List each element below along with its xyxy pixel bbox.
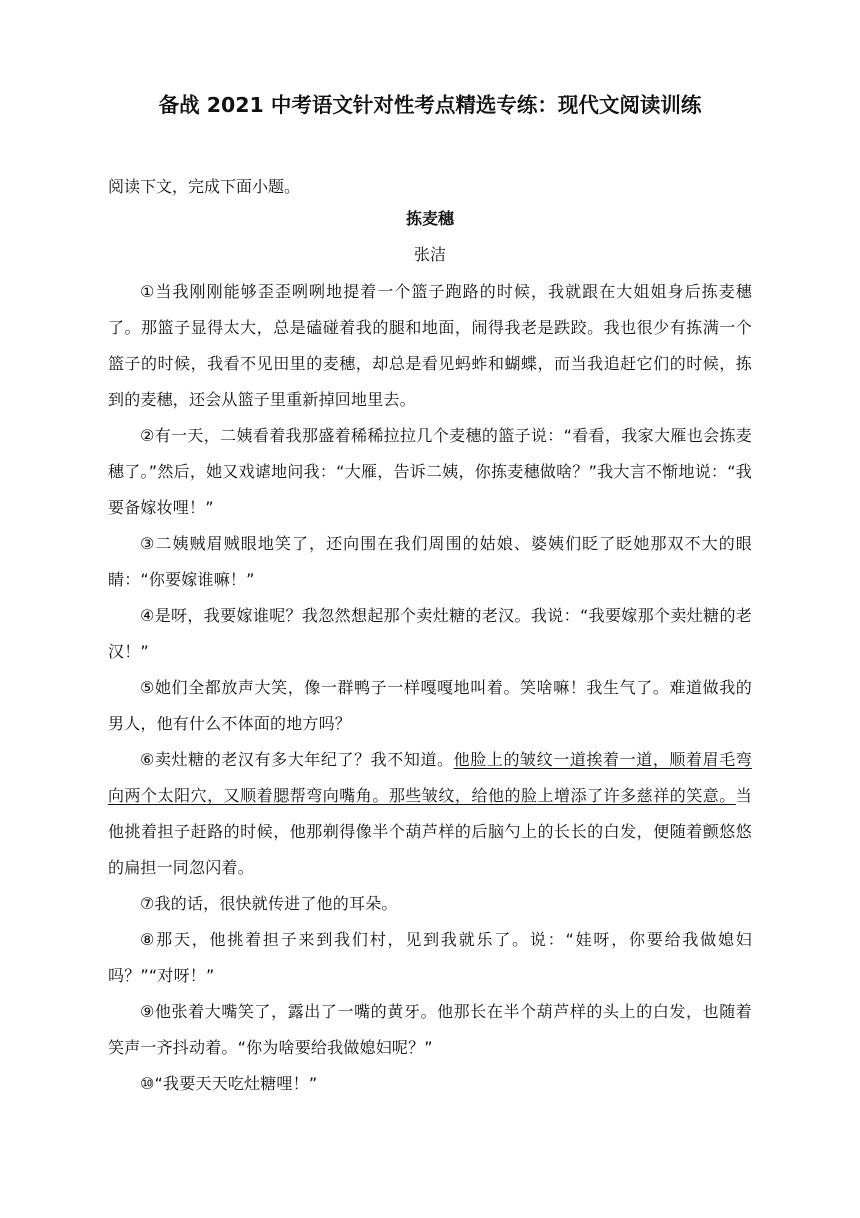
reading-instruction: 阅读下文，完成下面小题。 bbox=[108, 177, 301, 196]
document-title: 备战 2021 中考语文针对性考点精选专练：现代文阅读训练 bbox=[158, 93, 702, 117]
paragraph-10: ⑩“我要天天吃灶糖哩！” bbox=[140, 1074, 318, 1093]
paragraph-6-tail: 当他挑着担子赶路的时候，他那剃得像半个葫芦样的后脑勺上的长长的白发，便随着颤悠悠的扁担一同忽闪着。 bbox=[108, 786, 752, 877]
paragraph-4: ④是呀，我要嫁谁呢？我忽然想起那个卖灶糖的老汉。我说：“我要嫁那个卖灶糖的老汉！” bbox=[108, 606, 752, 661]
paragraph-6-lead: ⑥卖灶糖的老汉有多大年纪了？我不知道。 bbox=[140, 750, 454, 769]
underlined-passage: 他脸上的皱纹一道挨着一道，顺着眉毛弯向两个太阳穴，又顺着腮帮弯向嘴角。那些皱纹，给他的脸上增添了许多慈祥的笑意。 bbox=[108, 750, 752, 805]
paragraph-9: ⑨他张着大嘴笑了，露出了一嘴的黄牙。他那长在半个葫芦样的头上的白发，也随着笑声一齐抖动着。“你为啥要给我做媳妇呢？” bbox=[108, 1002, 752, 1057]
paragraph-7: ⑦我的话，很快就传进了他的耳朵。 bbox=[140, 894, 398, 913]
paragraph-3: ③二姨贼眉贼眼地笑了，还向围在我们周围的姑娘、婆姨们眨了眨她那双不大的眼睛：“你要嫁谁嘛！” bbox=[108, 534, 752, 589]
paragraph-5: ⑤她们全都放声大笑，像一群鸭子一样嘎嘎地叫着。笑啥嘛！我生气了。难道做我的男人，他有什么不体面的地方吗？ bbox=[108, 678, 752, 733]
paragraph-6 bbox=[108, 742, 752, 886]
document-page bbox=[108, 88, 752, 1102]
essay-title: 拣麦穗 bbox=[405, 209, 454, 228]
paragraph-2: ②有一天，二姨看着我那盛着稀稀拉拉几个麦穗的篮子说：“看看，我家大雁也会拣麦穗了。”然后，她又戏谑地问我：“大雁，告诉二姨，你拣麦穗做啥？”我大言不惭地说：“我要备嫁妆哩！” bbox=[108, 426, 752, 517]
essay-body bbox=[108, 274, 752, 1102]
paragraph-8: ⑧那天，他挑着担子来到我们村，见到我就乐了。说：“娃呀，你要给我做媳妇吗？”“对呀！” bbox=[108, 930, 752, 985]
paragraph-1: ①当我刚刚能够歪歪咧咧地提着一个篮子跑路的时候，我就跟在大姐姐身后拣麦穗了。那篮子显得太大，总是磕碰着我的腿和地面，闹得我老是跌跤。我也很少有拣满一个篮子的时候，我看不见田里的麦穗，却总是看见蚂蚱和蝴蝶，而当我追赶它们的时候，拣到的麦穗，还会从篮子里重新掉回地里去。 bbox=[108, 282, 752, 409]
essay-author: 张洁 bbox=[413, 245, 446, 264]
